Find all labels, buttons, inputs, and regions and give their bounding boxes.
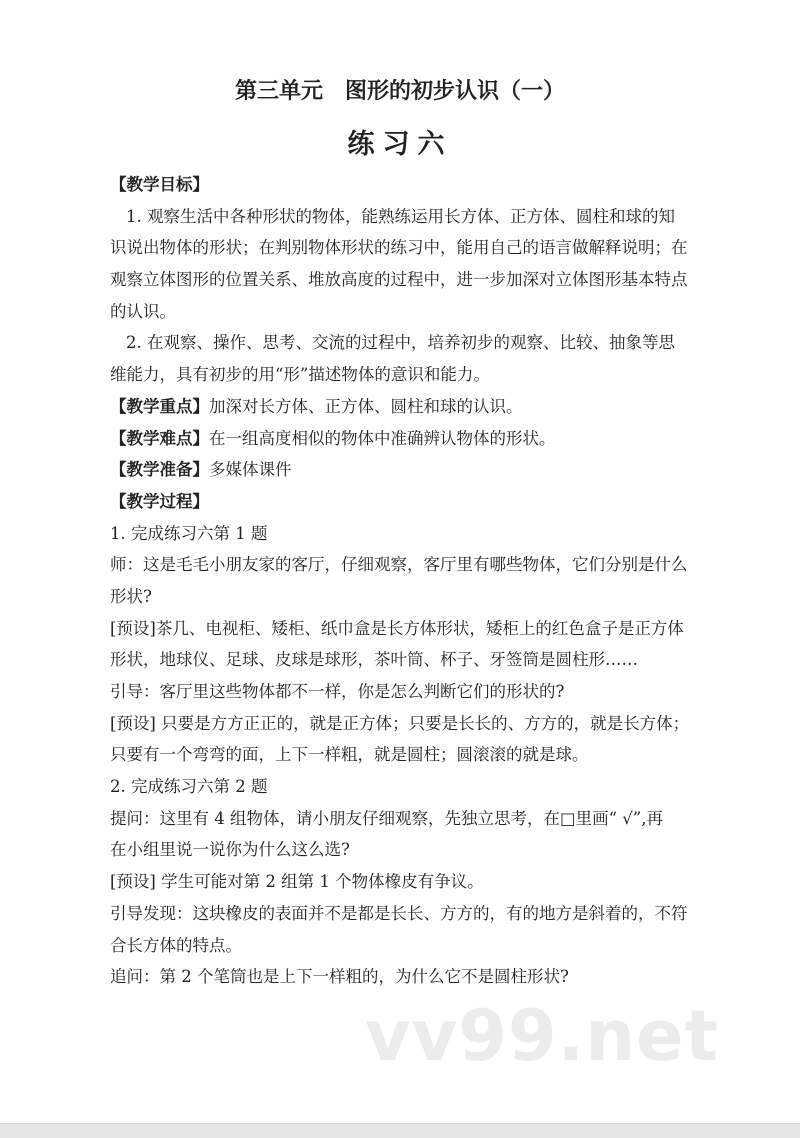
process-line: [预设] 只要是方方正正的，就是正方体；只要是长长的、方方的，就是长方体；	[110, 713, 690, 733]
watermark: vv99.net	[365, 995, 720, 1077]
document-body	[110, 169, 690, 993]
process-line: 引导发现：这块橡皮的表面并不是都是长长、方方的，有的地方是斜着的，不符	[110, 903, 688, 923]
process-line: 形状?	[110, 586, 152, 606]
process-line: 师：这是毛毛小朋友家的客厅，仔细观察，客厅里有哪些物体，它们分别是什么	[110, 555, 688, 575]
process-line: 只要有一个弯弯的面，上下一样粗，就是圆柱；圆滚滚的就是球。	[110, 745, 589, 765]
goal-2-line: 维能力，具有初步的用“形”描述物体的意识和能力。	[110, 365, 490, 385]
goal-2-line: 2. 在观察、操作、思考、交流的过程中，培养初步的观察、比较、抽象等思	[126, 333, 675, 353]
goal-1-line: 的认识。	[110, 301, 176, 321]
goal-1-line: 识说出物体的形状；在判别物体形状的练习中，能用自己的语言做解释说明；在	[110, 238, 688, 258]
difficulty-heading: 【教学难点】	[110, 428, 209, 448]
lesson-title: 练习六	[347, 129, 453, 160]
process-line: 形状，地球仪、足球、皮球是球形，茶叶筒、杯子、牙签筒是圆柱形……	[110, 650, 638, 670]
goal-1-line: 观察立体图形的位置关系、堆放高度的过程中，进一步加深对立体图形基本特点	[110, 270, 688, 290]
process-line: 在小组里说一说你为什么这么选?	[110, 840, 350, 860]
process-line: 引导：客厅里这些物体都不一样，你是怎么判断它们的形状的?	[110, 682, 565, 701]
difficulty-text: 在一组高度相似的物体中准确辨认物体的形状。	[209, 428, 556, 448]
process-line: 2. 完成练习六第 2 题	[110, 777, 268, 797]
process-line: 合长方体的特点。	[110, 935, 242, 955]
process-line: 提问：这里有 4 组物体，请小朋友仔细观察，先独立思考，在□里画“ √”,再	[110, 808, 663, 828]
process-line: [预设] 学生可能对第 2 组第 1 个物体橡皮有争议。	[110, 872, 484, 892]
process-lines	[110, 518, 690, 993]
process-heading: 【教学过程】	[110, 491, 209, 511]
process-line: 1. 完成练习六第 1 题	[110, 523, 268, 543]
process-line: 追问：第 2 个笔筒也是上下一样粗的，为什么它不是圆柱形状?	[110, 967, 569, 987]
goals-heading: 【教学目标】	[110, 175, 209, 194]
difficulty	[110, 423, 690, 455]
preparation-heading: 【教学准备】	[110, 460, 209, 480]
bottom-scroll-bar	[0, 1123, 800, 1138]
key-point	[110, 391, 690, 423]
preparation-text: 多媒体课件	[209, 460, 292, 480]
preparation	[110, 454, 690, 486]
unit-title: 第三单元 图形的初步认识（一）	[234, 79, 565, 104]
process-line: [预设]茶几、电视柜、矮柜、纸巾盒是长方体形状，矮柜上的红色盒子是正方体	[110, 618, 684, 638]
key-point-text: 加深对长方体、正方体、圆柱和球的认识。	[209, 396, 523, 416]
goal-1-line: 1. 观察生活中各种形状的物体，能熟练运用长方体、正方体、圆柱和球的知	[126, 206, 675, 226]
key-point-heading: 【教学重点】	[110, 396, 209, 416]
